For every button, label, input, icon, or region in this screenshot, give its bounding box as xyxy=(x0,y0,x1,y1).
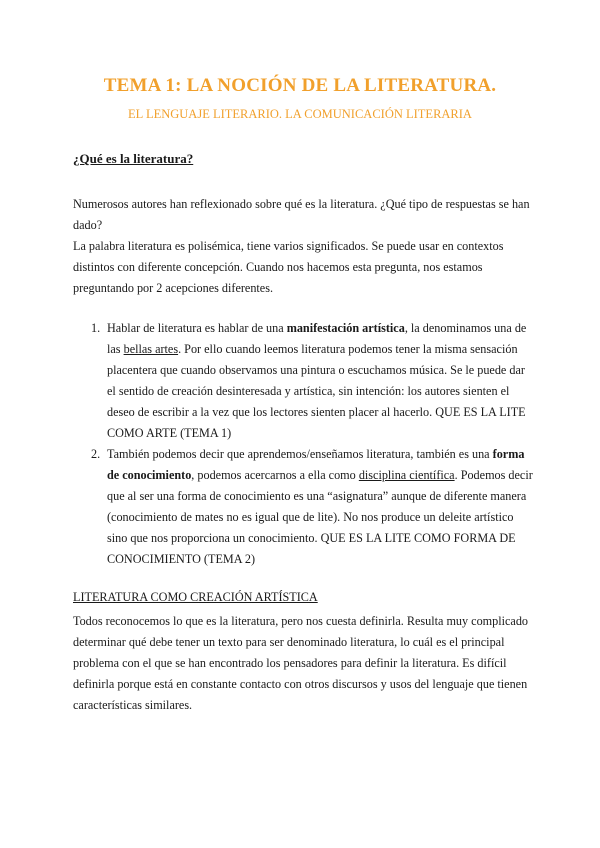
list-item-text: . Podemos decir que al ser una forma de conocimiento es una “asignatura” aunque de diferente manera (conocimiento de mates no es igual que de lite). No nos produce un deleite artístico sino que nos proporciona un conocimiento. QUE ES LA LITE COMO FORMA DE CONOCIMIENTO (TEMA 2) xyxy=(107,468,533,566)
polysemy-paragraph: La palabra literatura es polisémica, tiene varios significados. Se puede usar en contextos distintos con diferente concepción. Cuando nos hacemos esta pregunta, nos estamos preguntando por 2 acepciones diferentes. xyxy=(73,239,504,295)
document-title: TEMA 1: LA NOCIÓN DE LA LITERATURA. xyxy=(103,75,497,96)
list-item xyxy=(73,444,533,570)
list-item-text: . Por ello cuando leemos literatura podemos tener la misma sensación placentera que cuando observamos una pintura o escuchamos música. Se le puede dar el sentido de creación desinteresada y artística, sin intención: los autores sienten el deseo de escribir a la vez que los lectores sienten placer al hacerlo. QUE ES LA LITE COMO ARTE (TEMA 1) xyxy=(107,342,526,440)
list-item-text: , podemos acercarnos a ella como xyxy=(191,468,359,482)
artistic-creation-paragraph: Todos reconocemos lo que es la literatura, pero nos cuesta definirla. Resulta muy complicado determinar qué debe tener un texto para ser denominado literatura, lo cuál es el principal problema con el que se han encontrado los pensadores para definir la literatura. Es difícil definirla porque está en constante contacto con otros discursos y usos del lenguaje que tienen características similares. xyxy=(73,614,529,712)
meanings-list xyxy=(73,318,533,570)
list-item-bold-term: manifestación artística xyxy=(286,321,405,335)
document-subtitle: EL LENGUAJE LITERARIO. LA COMUNICACIÓN LITERARIA xyxy=(128,107,472,121)
list-item-underlined-term: bellas artes xyxy=(123,342,179,356)
list-item-number: 2. xyxy=(91,447,101,461)
section-question-heading: ¿Qué es la literatura? xyxy=(73,151,194,166)
intro-paragraph: Numerosos autores han reflexionado sobre qué es la literatura. ¿Qué tipo de respuestas se han dado? xyxy=(73,197,530,232)
list-item-bold-term: forma de conocimiento xyxy=(107,447,525,482)
artistic-creation-heading: LITERATURA COMO CREACIÓN ARTÍSTICA xyxy=(73,590,318,604)
list-item-text: También podemos decir que aprendemos/enseñamos literatura, también es una xyxy=(107,447,493,461)
list-item-number: 1. xyxy=(91,321,101,335)
list-item-underlined-term: disciplina científica xyxy=(358,468,455,482)
list-item-text: , la denominamos una de las xyxy=(107,321,527,356)
list-item-text: Hablar de literatura es hablar de una xyxy=(107,321,287,335)
list-item xyxy=(73,318,533,444)
